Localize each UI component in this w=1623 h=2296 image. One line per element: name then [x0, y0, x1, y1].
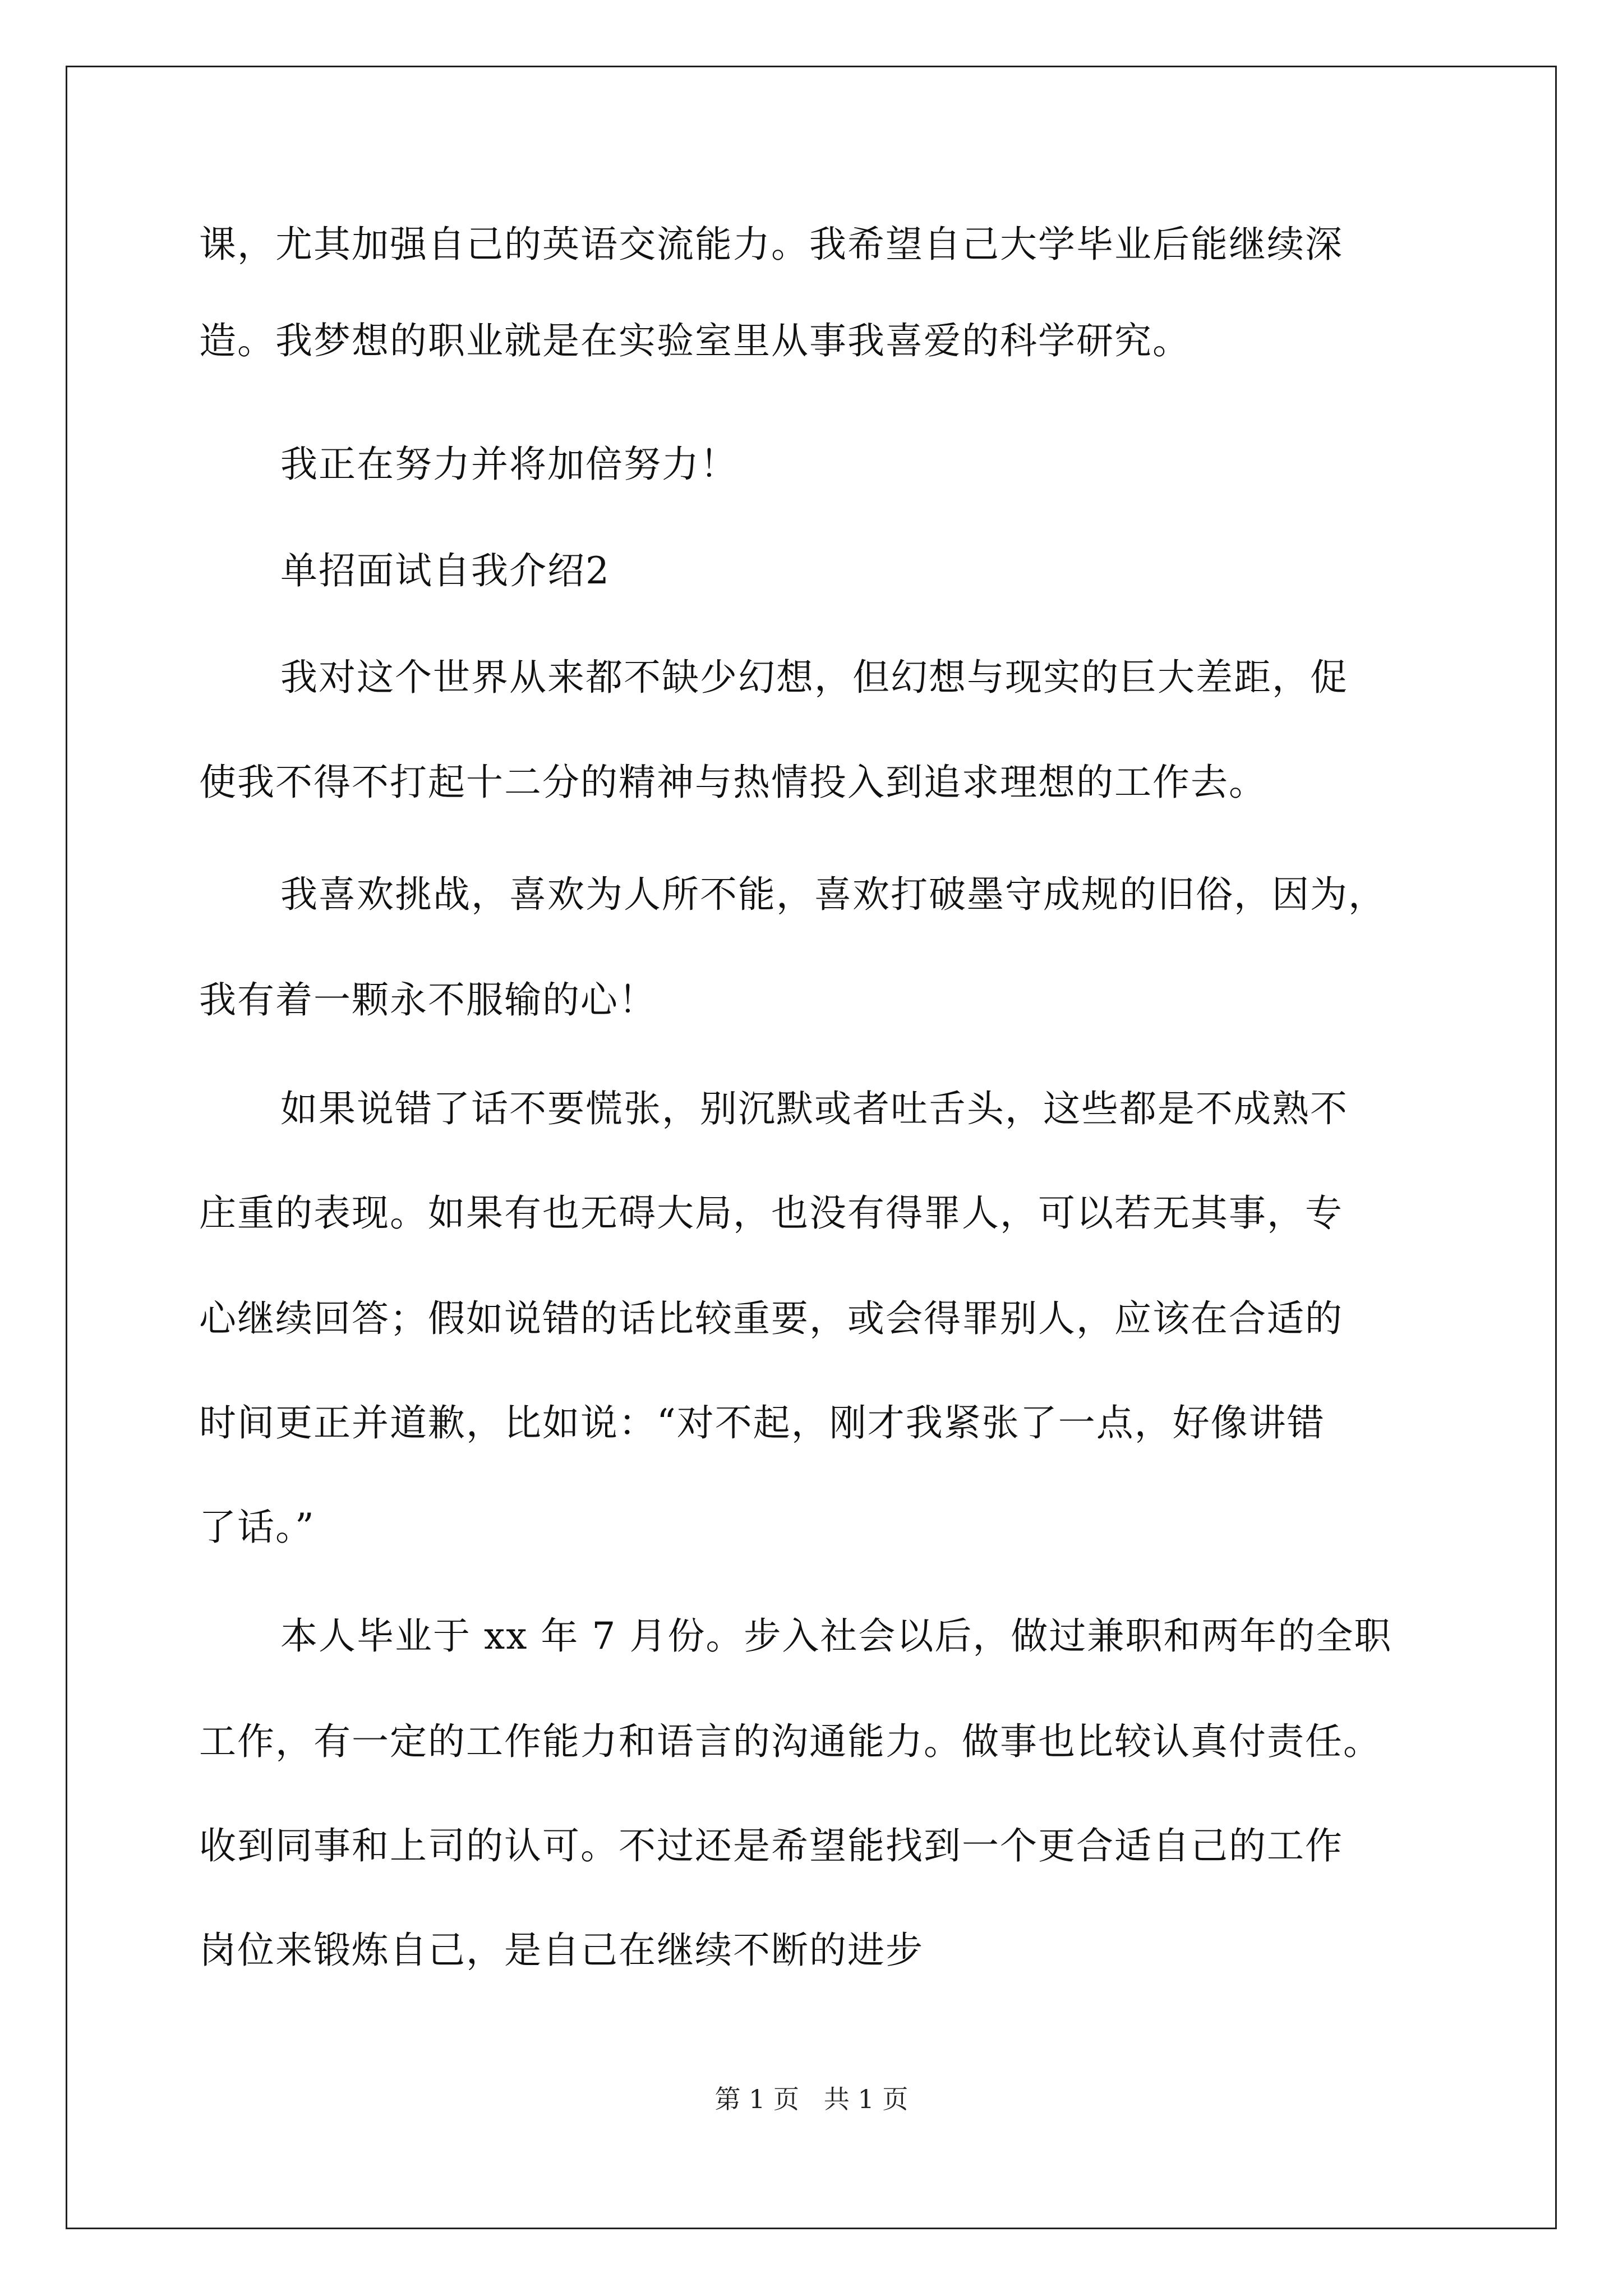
body-line: 我对这个世界从来都不缺少幻想，但幻想与现实的巨大差距，促	[280, 656, 1348, 699]
body-line: 使我不得不打起十二分的精神与热情投入到追求理想的工作去。	[199, 761, 1267, 804]
body-line: 了话。”	[199, 1506, 315, 1549]
body-line: 岗位来锻炼自己，是自己在继续不断的进步	[199, 1929, 924, 1972]
body-line: 课，尤其加强自己的英语交流能力。我希望自己大学毕业后能继续深	[199, 223, 1343, 266]
section-heading: 单招面试自我介绍2	[280, 549, 610, 592]
body-line: 心继续回答；假如说错的话比较重要，或会得罪别人，应该在合适的	[199, 1297, 1343, 1340]
body-line: 收到同事和上司的认可。不过还是希望能找到一个更合适自己的工作	[199, 1824, 1343, 1867]
body-line: 我喜欢挑战，喜欢为人所不能，喜欢打破墨守成规的旧俗，因为，	[280, 873, 1386, 916]
body-line: 时间更正并道歉，比如说：“对不起，刚才我紧张了一点，好像讲错	[199, 1401, 1325, 1444]
body-line: 我有着一颗永不服输的心！	[199, 978, 657, 1022]
body-line: 本人毕业于 xx 年 7 月份。步入社会以后，做过兼职和两年的全职	[280, 1614, 1393, 1658]
body-line: 我正在努力并将加倍努力！	[280, 443, 738, 486]
body-line: 庄重的表现。如果有也无碍大局，也没有得罪人，可以若无其事，专	[199, 1191, 1343, 1235]
page-number-footer: 第 1 页 共 1 页	[714, 2084, 909, 2114]
page-border	[66, 66, 1557, 2229]
body-line: 造。我梦想的职业就是在实验室里从事我喜爱的科学研究。	[199, 319, 1191, 362]
body-line: 工作，有一定的工作能力和语言的沟通能力。做事也比较认真付责任。	[199, 1720, 1381, 1763]
body-line: 如果说错了话不要慌张，别沉默或者吐舌头，这些都是不成熟不	[280, 1087, 1348, 1130]
